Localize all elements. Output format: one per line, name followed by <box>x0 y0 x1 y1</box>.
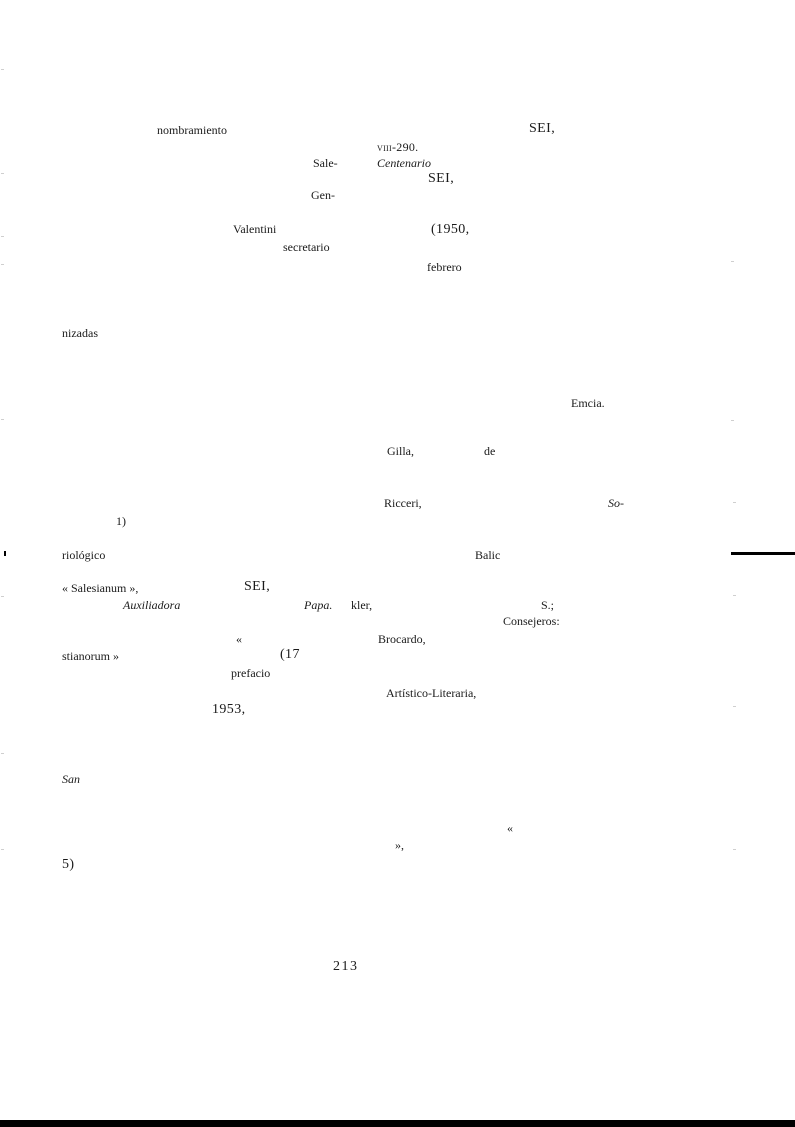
text-fragment: febrero <box>427 260 462 274</box>
margin-mark <box>1 236 4 237</box>
margin-mark <box>733 849 736 850</box>
text-fragment: Artístico-Literaria, <box>386 686 477 700</box>
text-fragment: Balic <box>475 548 501 562</box>
text-fragment: San <box>62 772 80 786</box>
text-fragment: 5) <box>62 857 75 872</box>
bottom-border <box>0 1120 795 1127</box>
text-fragment: SEI, <box>529 121 556 136</box>
text-fragment: Emcia. <box>571 396 605 410</box>
margin-rule <box>731 552 795 555</box>
margin-mark <box>1 753 4 754</box>
margin-mark <box>1 69 4 70</box>
text-fragment: stianorum » <box>62 649 119 663</box>
margin-mark <box>731 261 734 262</box>
text-fragment: Centenario <box>377 156 431 170</box>
margin-mark <box>1 264 4 265</box>
text-fragment: (17 <box>280 647 300 662</box>
text-fragment: SEI, <box>244 579 271 594</box>
margin-tick <box>4 551 6 556</box>
text-fragment: nizadas <box>62 326 98 340</box>
text-fragment: viii-290. <box>377 140 419 154</box>
text-fragment: « <box>507 821 513 835</box>
margin-mark <box>731 420 734 421</box>
text-fragment: prefacio <box>231 666 271 680</box>
text-fragment: Gen- <box>311 188 335 202</box>
margin-mark <box>733 595 736 596</box>
text-fragment: nombramiento <box>157 123 227 137</box>
text-fragment: riológico <box>62 548 106 562</box>
text-fragment: SEI, <box>428 171 455 186</box>
text-fragment: Gilla, <box>387 444 414 458</box>
text-fragment: « <box>236 632 242 646</box>
text-fragment: Valentini <box>233 222 277 236</box>
text-fragment: secretario <box>283 240 330 254</box>
margin-mark <box>1 596 4 597</box>
text-fragment: Papa. <box>304 598 333 612</box>
text-fragment: Sale- <box>313 156 338 170</box>
margin-mark <box>1 419 4 420</box>
margin-mark <box>733 502 736 503</box>
margin-mark <box>1 173 4 174</box>
text-fragment: Consejeros: <box>503 614 560 628</box>
page-number: 213 <box>333 959 359 974</box>
text-fragment: 1953, <box>212 702 246 717</box>
text-fragment: 1) <box>116 514 126 528</box>
text-fragment: S.; <box>541 598 555 612</box>
margin-mark <box>1 849 4 850</box>
text-fragment: So- <box>608 496 624 510</box>
text-fragment: », <box>395 838 404 852</box>
text-fragment: « Salesianum », <box>62 581 139 595</box>
text-fragment: Auxiliadora <box>123 598 181 612</box>
text-fragment: de <box>484 444 496 458</box>
text-fragment: (1950, <box>431 222 470 237</box>
text-fragment: kler, <box>351 598 373 612</box>
text-fragment: Ricceri, <box>384 496 422 510</box>
text-fragment: Brocardo, <box>378 632 426 646</box>
margin-mark <box>733 706 736 707</box>
